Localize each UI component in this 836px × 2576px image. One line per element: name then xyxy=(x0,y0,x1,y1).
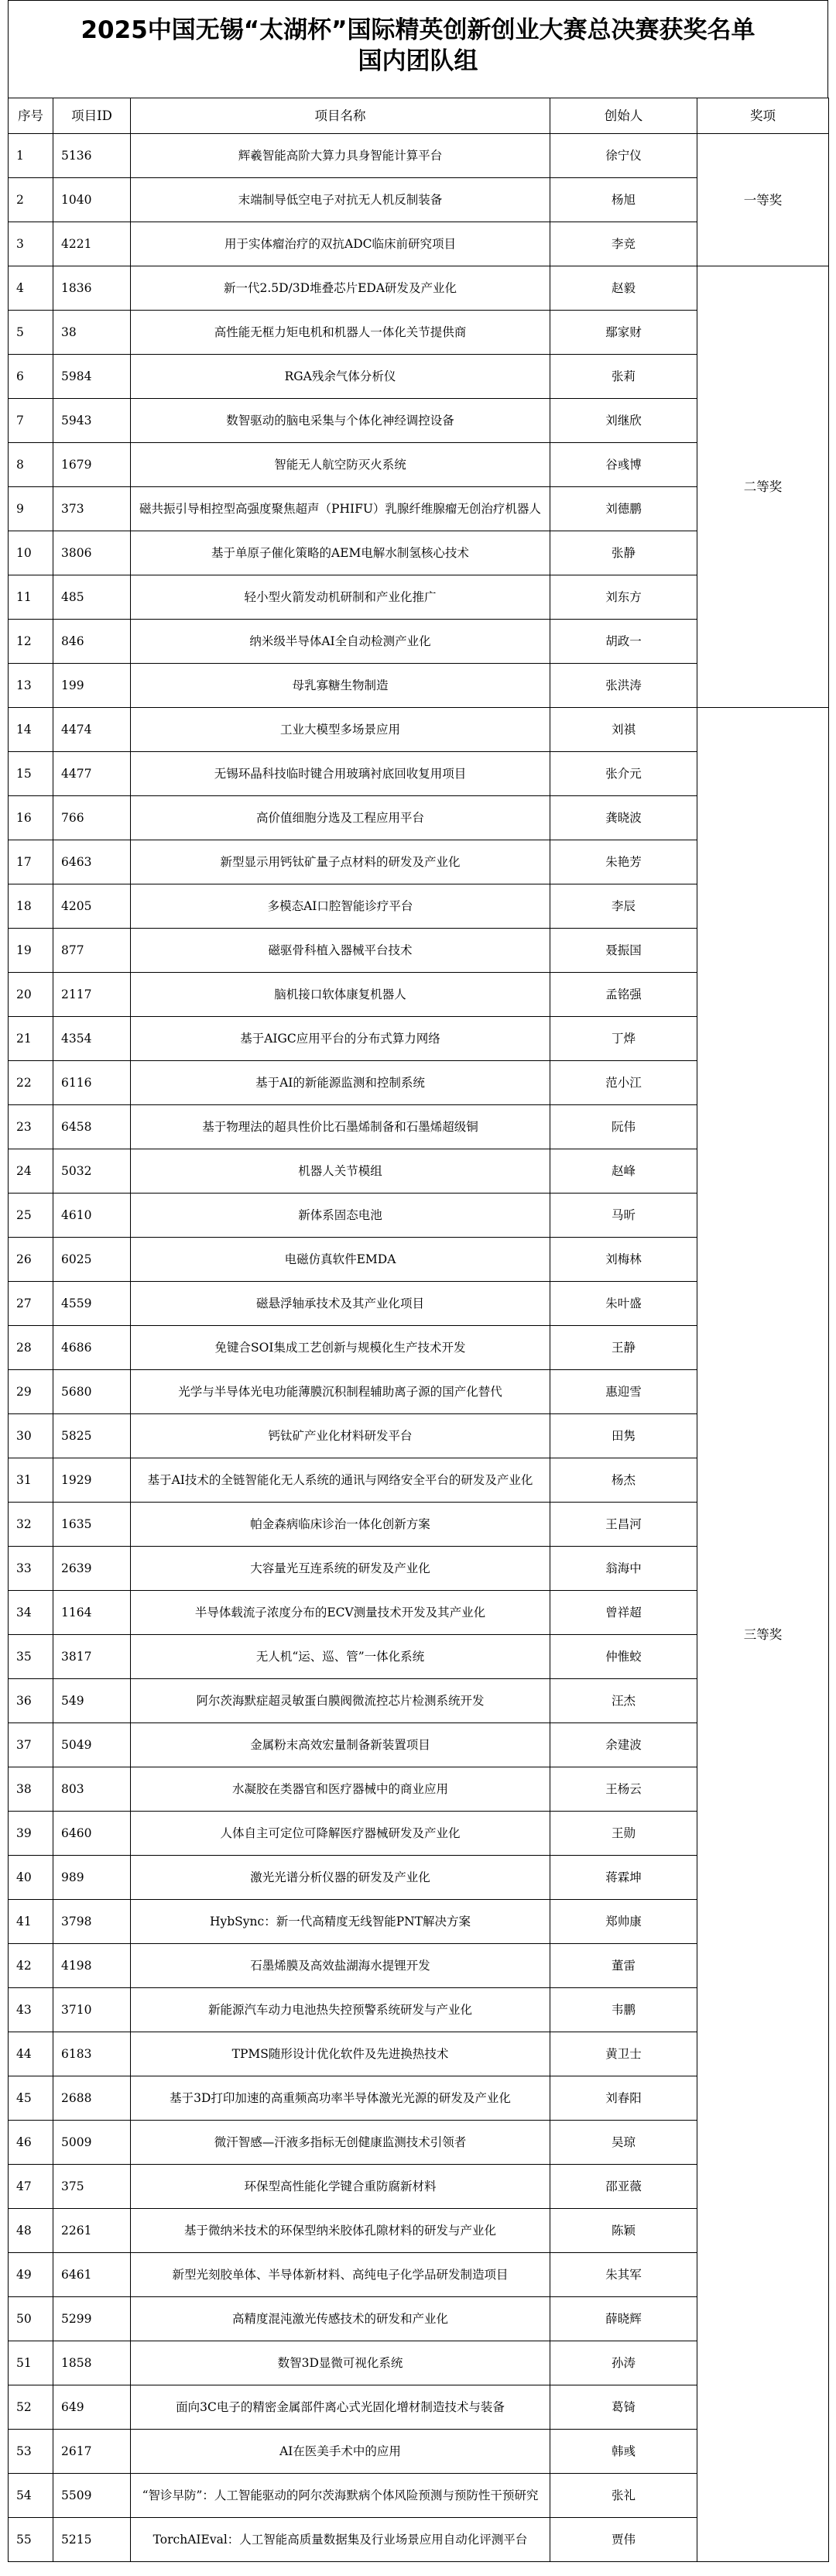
row-number: 42 xyxy=(9,1944,53,1988)
page-subtitle: 国内团队组 xyxy=(358,47,478,75)
founder-name: 陈颖 xyxy=(550,2209,697,2253)
project-name: 无人机“运、巡、管”一体化系统 xyxy=(131,1635,550,1679)
project-id: 649 xyxy=(53,2385,131,2430)
project-id: 485 xyxy=(53,575,131,620)
founder-name: 韦鹏 xyxy=(550,1988,697,2032)
award-list-sheet xyxy=(8,0,828,2571)
header-id: 项目ID xyxy=(53,98,131,134)
founder-name: 朱叶盛 xyxy=(550,1282,697,1326)
founder-name: 董雷 xyxy=(550,1944,697,1988)
founder-name: 聂振国 xyxy=(550,929,697,973)
project-name: 基于AI技术的全链智能化无人系统的通讯与网络安全平台的研发及产业化 xyxy=(131,1458,550,1503)
founder-name: 田隽 xyxy=(550,1414,697,1458)
project-id: 5299 xyxy=(53,2297,131,2341)
project-id: 5825 xyxy=(53,1414,131,1458)
founder-name: 韩彧 xyxy=(550,2430,697,2474)
project-name: 高性能无框力矩电机和机器人一体化关节提供商 xyxy=(131,311,550,355)
founder-name: 朱艳芳 xyxy=(550,840,697,884)
row-number: 41 xyxy=(9,1900,53,1944)
project-name: 免键合SOI集成工艺创新与规模化生产技术开发 xyxy=(131,1326,550,1370)
row-number: 48 xyxy=(9,2209,53,2253)
project-id: 2688 xyxy=(53,2076,131,2121)
row-number: 55 xyxy=(9,2518,53,2562)
row-number: 9 xyxy=(9,487,53,531)
project-name: HybSync：新一代高精度无线智能PNT解决方案 xyxy=(131,1900,550,1944)
row-number: 43 xyxy=(9,1988,53,2032)
project-name: 钙钛矿产业化材料研发平台 xyxy=(131,1414,550,1458)
founder-name: 葛锜 xyxy=(550,2385,697,2430)
project-id: 6183 xyxy=(53,2032,131,2076)
row-number: 30 xyxy=(9,1414,53,1458)
founder-name: 刘东方 xyxy=(550,575,697,620)
project-name: 大容量光互连系统的研发及产业化 xyxy=(131,1547,550,1591)
founder-name: 鄢家财 xyxy=(550,311,697,355)
row-number: 3 xyxy=(9,222,53,266)
project-id: 5984 xyxy=(53,355,131,399)
project-name: 用于实体瘤治疗的双抗ADC临床前研究项目 xyxy=(131,222,550,266)
project-id: 4205 xyxy=(53,884,131,929)
founder-name: 吴琼 xyxy=(550,2121,697,2165)
row-number: 50 xyxy=(9,2297,53,2341)
row-number: 53 xyxy=(9,2430,53,2474)
project-name: TorchAIEval：人工智能高质量数据集及行业场景应用自动化评测平台 xyxy=(131,2518,550,2562)
row-number: 33 xyxy=(9,1547,53,1591)
row-number: 36 xyxy=(9,1679,53,1723)
row-number: 14 xyxy=(9,708,53,752)
founder-name: 范小江 xyxy=(550,1061,697,1105)
project-name: 基于物理法的超具性价比石墨烯制备和石墨烯超级铜 xyxy=(131,1105,550,1149)
row-number: 25 xyxy=(9,1194,53,1238)
row-number: 47 xyxy=(9,2165,53,2209)
founder-name: 王杨云 xyxy=(550,1767,697,1812)
header-founder: 创始人 xyxy=(550,98,697,134)
project-name: 高精度混沌激光传感技术的研发和产业化 xyxy=(131,2297,550,2341)
founder-name: 郑帅康 xyxy=(550,1900,697,1944)
project-name: 基于3D打印加速的高重频高功率半导体激光光源的研发及产业化 xyxy=(131,2076,550,2121)
row-number: 2 xyxy=(9,178,53,222)
title-block xyxy=(8,0,828,98)
founder-name: 蒋霖坤 xyxy=(550,1856,697,1900)
row-number: 10 xyxy=(9,531,53,575)
founder-name: 龚晓波 xyxy=(550,796,697,840)
founder-name: 徐宁仪 xyxy=(550,134,697,178)
project-name: AI在医美手术中的应用 xyxy=(131,2430,550,2474)
row-number: 44 xyxy=(9,2032,53,2076)
founder-name: 张礼 xyxy=(550,2474,697,2518)
project-id: 5943 xyxy=(53,399,131,443)
founder-name: 孙涛 xyxy=(550,2341,697,2385)
project-name: 磁驱骨科植入器械平台技术 xyxy=(131,929,550,973)
row-number: 20 xyxy=(9,973,53,1017)
project-id: 6458 xyxy=(53,1105,131,1149)
project-name: 磁悬浮轴承技术及其产业化项目 xyxy=(131,1282,550,1326)
project-name: 帕金森病临床诊治一体化创新方案 xyxy=(131,1503,550,1547)
row-number: 8 xyxy=(9,443,53,487)
project-name: 阿尔茨海默症超灵敏蛋白膜阀微流控芯片检测系统开发 xyxy=(131,1679,550,1723)
project-id: 3798 xyxy=(53,1900,131,1944)
row-number: 37 xyxy=(9,1723,53,1767)
founder-name: 刘梅林 xyxy=(550,1238,697,1282)
project-name: 面向3C电子的精密金属部件离心式光固化增材制造技术与装备 xyxy=(131,2385,550,2430)
founder-name: 余建波 xyxy=(550,1723,697,1767)
award-first: 一等奖 xyxy=(697,134,829,266)
row-number: 46 xyxy=(9,2121,53,2165)
founder-name: 杨杰 xyxy=(550,1458,697,1503)
row-number: 34 xyxy=(9,1591,53,1635)
project-name: 新能源汽车动力电池热失控预警系统研发与产业化 xyxy=(131,1988,550,2032)
project-id: 1929 xyxy=(53,1458,131,1503)
project-name: 金属粉末高效宏量制备新装置项目 xyxy=(131,1723,550,1767)
founder-name: 黄卫士 xyxy=(550,2032,697,2076)
row-number: 1 xyxy=(9,134,53,178)
project-name: 新型光刻胶单体、半导体新材料、高纯电子化学品研发制造项目 xyxy=(131,2253,550,2297)
founder-name: 王勋 xyxy=(550,1812,697,1856)
project-name: 智能无人航空防灭火系统 xyxy=(131,443,550,487)
project-id: 4198 xyxy=(53,1944,131,1988)
project-name: 基于AIGC应用平台的分布式算力网络 xyxy=(131,1017,550,1061)
row-number: 27 xyxy=(9,1282,53,1326)
founder-name: 朱其军 xyxy=(550,2253,697,2297)
project-name: “智诊早防”：人工智能驱动的阿尔茨海默病个体风险预测与预防性干预研究 xyxy=(131,2474,550,2518)
project-name: 高价值细胞分选及工程应用平台 xyxy=(131,796,550,840)
project-id: 5049 xyxy=(53,1723,131,1767)
row-number: 19 xyxy=(9,929,53,973)
project-id: 5509 xyxy=(53,2474,131,2518)
project-name: 激光光谱分析仪器的研发及产业化 xyxy=(131,1856,550,1900)
founder-name: 张莉 xyxy=(550,355,697,399)
founder-name: 惠迎雪 xyxy=(550,1370,697,1414)
row-number: 45 xyxy=(9,2076,53,2121)
project-id: 3710 xyxy=(53,1988,131,2032)
project-name: 数智驱动的脑电采集与个体化神经调控设备 xyxy=(131,399,550,443)
header-no: 序号 xyxy=(9,98,53,134)
project-id: 2617 xyxy=(53,2430,131,2474)
project-id: 766 xyxy=(53,796,131,840)
project-name: 环保型高性能化学键合重防腐新材料 xyxy=(131,2165,550,2209)
founder-name: 赵峰 xyxy=(550,1149,697,1194)
page-title: 2025中国无锡“太湖杯”国际精英创新创业大赛总决赛获奖名单 xyxy=(81,16,755,44)
project-id: 1679 xyxy=(53,443,131,487)
project-id: 4610 xyxy=(53,1194,131,1238)
project-id: 1040 xyxy=(53,178,131,222)
founder-name: 刘祺 xyxy=(550,708,697,752)
project-id: 6116 xyxy=(53,1061,131,1105)
project-name: RGA残余气体分析仪 xyxy=(131,355,550,399)
project-id: 4559 xyxy=(53,1282,131,1326)
table-row xyxy=(9,708,829,752)
founder-name: 杨旭 xyxy=(550,178,697,222)
project-name: 数智3D显微可视化系统 xyxy=(131,2341,550,2385)
row-number: 4 xyxy=(9,266,53,311)
founder-name: 邵亚薇 xyxy=(550,2165,697,2209)
project-id: 989 xyxy=(53,1856,131,1900)
project-name: 新体系固态电池 xyxy=(131,1194,550,1238)
project-id: 2639 xyxy=(53,1547,131,1591)
project-id: 549 xyxy=(53,1679,131,1723)
project-id: 38 xyxy=(53,311,131,355)
project-id: 803 xyxy=(53,1767,131,1812)
project-name: 轻小型火箭发动机研制和产业化推广 xyxy=(131,575,550,620)
founder-name: 王静 xyxy=(550,1326,697,1370)
project-id: 4686 xyxy=(53,1326,131,1370)
project-id: 4474 xyxy=(53,708,131,752)
project-id: 1836 xyxy=(53,266,131,311)
project-id: 375 xyxy=(53,2165,131,2209)
founder-name: 马昕 xyxy=(550,1194,697,1238)
row-number: 11 xyxy=(9,575,53,620)
project-id: 4221 xyxy=(53,222,131,266)
project-id: 3806 xyxy=(53,531,131,575)
project-id: 1164 xyxy=(53,1591,131,1635)
project-name: TPMS随形设计优化软件及先进换热技术 xyxy=(131,2032,550,2076)
row-number: 18 xyxy=(9,884,53,929)
project-name: 新型显示用钙钛矿量子点材料的研发及产业化 xyxy=(131,840,550,884)
founder-name: 王昌河 xyxy=(550,1503,697,1547)
founder-name: 丁烨 xyxy=(550,1017,697,1061)
founder-name: 孟铭强 xyxy=(550,973,697,1017)
table-row xyxy=(9,134,829,178)
row-number: 40 xyxy=(9,1856,53,1900)
table-row xyxy=(9,266,829,311)
project-name: 机器人关节模组 xyxy=(131,1149,550,1194)
row-number: 52 xyxy=(9,2385,53,2430)
row-number: 5 xyxy=(9,311,53,355)
project-name: 无锡环晶科技临时键合用玻璃衬底回收复用项目 xyxy=(131,752,550,796)
row-number: 38 xyxy=(9,1767,53,1812)
project-id: 2117 xyxy=(53,973,131,1017)
project-id: 373 xyxy=(53,487,131,531)
project-name: 多模态AI口腔智能诊疗平台 xyxy=(131,884,550,929)
project-name: 基于AI的新能源监测和控制系统 xyxy=(131,1061,550,1105)
row-number: 23 xyxy=(9,1105,53,1149)
founder-name: 刘继欣 xyxy=(550,399,697,443)
table-header-row xyxy=(9,98,829,134)
founder-name: 李竞 xyxy=(550,222,697,266)
founder-name: 谷彧博 xyxy=(550,443,697,487)
row-number: 54 xyxy=(9,2474,53,2518)
project-name: 末端制导低空电子对抗无人机反制装备 xyxy=(131,178,550,222)
row-number: 31 xyxy=(9,1458,53,1503)
founder-name: 薛晓辉 xyxy=(550,2297,697,2341)
project-name: 基于单原子催化策略的AEM电解水制氢核心技术 xyxy=(131,531,550,575)
header-name: 项目名称 xyxy=(131,98,550,134)
project-id: 1635 xyxy=(53,1503,131,1547)
project-id: 6463 xyxy=(53,840,131,884)
project-id: 5009 xyxy=(53,2121,131,2165)
row-number: 6 xyxy=(9,355,53,399)
founder-name: 翁海中 xyxy=(550,1547,697,1591)
founder-name: 张洪涛 xyxy=(550,664,697,708)
project-name: 水凝胶在类器官和医疗器械中的商业应用 xyxy=(131,1767,550,1812)
project-id: 3817 xyxy=(53,1635,131,1679)
founder-name: 汪杰 xyxy=(550,1679,697,1723)
project-id: 846 xyxy=(53,620,131,664)
founder-name: 仲惟蛟 xyxy=(550,1635,697,1679)
project-id: 5215 xyxy=(53,2518,131,2562)
project-name: 工业大模型多场景应用 xyxy=(131,708,550,752)
project-name: 半导体载流子浓度分布的ECV测量技术开发及其产业化 xyxy=(131,1591,550,1635)
project-id: 2261 xyxy=(53,2209,131,2253)
header-award: 奖项 xyxy=(697,98,829,134)
project-id: 6025 xyxy=(53,1238,131,1282)
founder-name: 胡政一 xyxy=(550,620,697,664)
project-id: 199 xyxy=(53,664,131,708)
project-name: 新一代2.5D/3D堆叠芯片EDA研发及产业化 xyxy=(131,266,550,311)
row-number: 51 xyxy=(9,2341,53,2385)
project-name: 辉羲智能高阶大算力具身智能计算平台 xyxy=(131,134,550,178)
project-id: 5680 xyxy=(53,1370,131,1414)
row-number: 7 xyxy=(9,399,53,443)
project-name: 电磁仿真软件EMDA xyxy=(131,1238,550,1282)
project-id: 4477 xyxy=(53,752,131,796)
row-number: 13 xyxy=(9,664,53,708)
row-number: 24 xyxy=(9,1149,53,1194)
award-third: 三等奖 xyxy=(697,708,829,2562)
project-id: 5136 xyxy=(53,134,131,178)
row-number: 39 xyxy=(9,1812,53,1856)
project-name: 母乳寡糖生物制造 xyxy=(131,664,550,708)
project-name: 石墨烯膜及高效盐湖海水提锂开发 xyxy=(131,1944,550,1988)
row-number: 15 xyxy=(9,752,53,796)
row-number: 21 xyxy=(9,1017,53,1061)
founder-name: 张介元 xyxy=(550,752,697,796)
project-name: 光学与半导体光电功能薄膜沉积制程辅助离子源的国产化替代 xyxy=(131,1370,550,1414)
founder-name: 刘春阳 xyxy=(550,2076,697,2121)
table-body xyxy=(9,134,829,2562)
founder-name: 刘德鹏 xyxy=(550,487,697,531)
project-name: 纳米级半导体AI全自动检测产业化 xyxy=(131,620,550,664)
row-number: 22 xyxy=(9,1061,53,1105)
founder-name: 李辰 xyxy=(550,884,697,929)
row-number: 49 xyxy=(9,2253,53,2297)
row-number: 12 xyxy=(9,620,53,664)
founder-name: 张静 xyxy=(550,531,697,575)
project-name: 人体自主可定位可降解医疗器械研发及产业化 xyxy=(131,1812,550,1856)
row-number: 32 xyxy=(9,1503,53,1547)
project-name: 磁共振引导相控型高强度聚焦超声（PHIFU）乳腺纤维腺瘤无创治疗机器人 xyxy=(131,487,550,531)
project-name: 微汗智感—汗液多指标无创健康监测技术引领者 xyxy=(131,2121,550,2165)
winners-table xyxy=(8,98,829,2562)
founder-name: 曾祥超 xyxy=(550,1591,697,1635)
row-number: 29 xyxy=(9,1370,53,1414)
project-id: 877 xyxy=(53,929,131,973)
row-number: 16 xyxy=(9,796,53,840)
row-number: 17 xyxy=(9,840,53,884)
founder-name: 贾伟 xyxy=(550,2518,697,2562)
award-second: 二等奖 xyxy=(697,266,829,708)
project-id: 6461 xyxy=(53,2253,131,2297)
project-name: 脑机接口软体康复机器人 xyxy=(131,973,550,1017)
row-number: 35 xyxy=(9,1635,53,1679)
project-id: 6460 xyxy=(53,1812,131,1856)
project-name: 基于微纳米技术的环保型纳米胶体孔隙材料的研发与产业化 xyxy=(131,2209,550,2253)
founder-name: 赵毅 xyxy=(550,266,697,311)
project-id: 5032 xyxy=(53,1149,131,1194)
row-number: 26 xyxy=(9,1238,53,1282)
project-id: 1858 xyxy=(53,2341,131,2385)
project-id: 4354 xyxy=(53,1017,131,1061)
row-number: 28 xyxy=(9,1326,53,1370)
founder-name: 阮伟 xyxy=(550,1105,697,1149)
